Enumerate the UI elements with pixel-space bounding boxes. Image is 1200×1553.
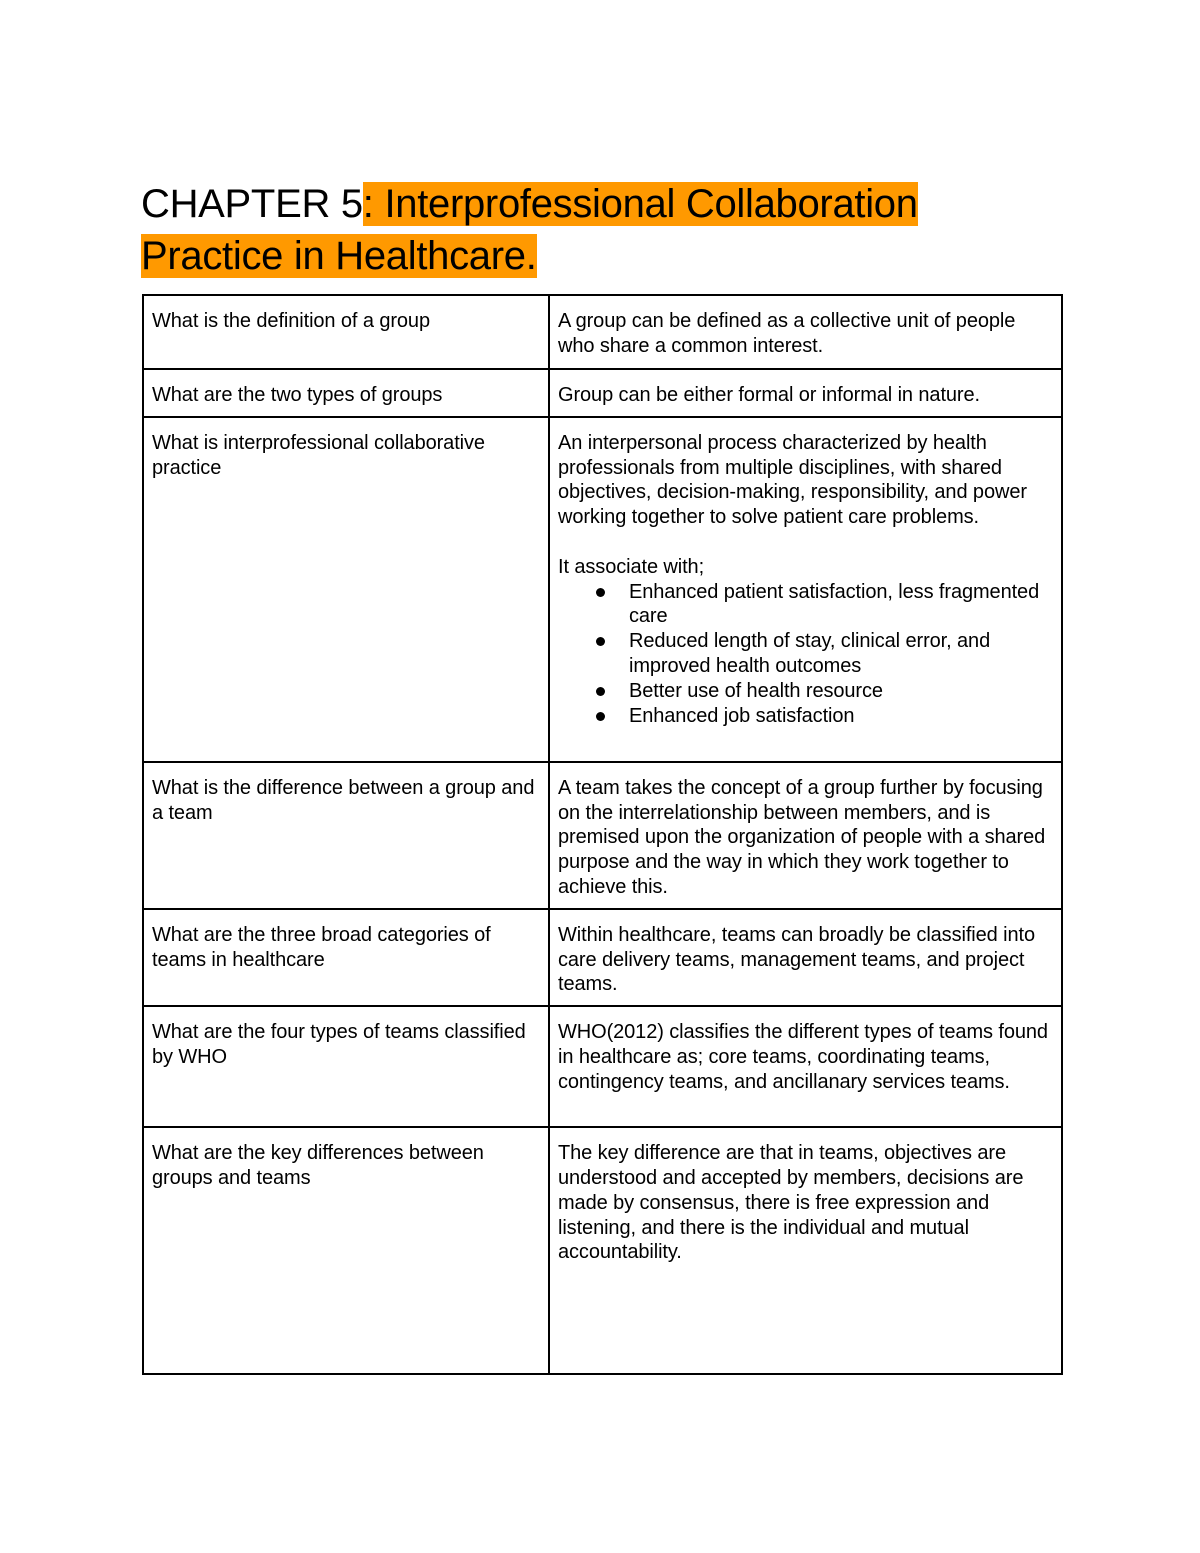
question-cell: What is the definition of a group — [143, 295, 549, 369]
table-row — [143, 417, 1062, 762]
question-cell: What are the key differences between groups and teams — [143, 1127, 549, 1374]
bullet-text: Reduced length of stay, clinical error, and improved health outcomes — [629, 630, 991, 677]
table-row — [143, 762, 1062, 909]
bullet-icon — [596, 712, 605, 721]
bullet-icon — [596, 588, 605, 597]
bullet-item — [558, 679, 1053, 704]
question-cell: What are the two types of groups — [143, 369, 549, 417]
chapter-title-highlight: Interprofessional Collaboration Practice in Healthcare. — [141, 182, 918, 278]
paragraph-gap — [558, 530, 1053, 555]
bullet-item — [558, 580, 1053, 630]
answer-cell: Within healthcare, teams can broadly be classified into care delivery teams, management teams, and project teams. — [549, 909, 1062, 1006]
table-row — [143, 909, 1062, 1006]
answer-cell: The key difference are that in teams, objectives are understood and accepted by members, decisions are made by consensus, there is free expression and listening, and there is the individual and mutual accountability. — [549, 1127, 1062, 1374]
table-row — [143, 295, 1062, 369]
bullet-list — [558, 580, 1053, 729]
table-row — [143, 369, 1062, 417]
table-row — [143, 1127, 1062, 1374]
bullet-text: Enhanced patient satisfaction, less fragmented care — [629, 580, 1040, 628]
qa-table — [142, 294, 1063, 1375]
title-colon: : — [362, 182, 374, 226]
question-cell: What is the difference between a group and a team — [143, 762, 549, 909]
bullet-icon — [596, 637, 605, 646]
answer-cell: Group can be either formal or informal in nature. — [549, 369, 1062, 417]
question-cell: What are the four types of teams classified by WHO — [143, 1006, 549, 1127]
bullet-item — [558, 629, 1053, 679]
question-cell: What is interprofessional collaborative practice — [143, 417, 549, 762]
bullet-text: Enhanced job satisfaction — [629, 704, 855, 727]
answer-intro: It associate with; — [558, 555, 705, 578]
bullet-text: Better use of health resource — [629, 679, 883, 702]
answer-cell — [549, 417, 1062, 762]
bullet-icon — [596, 687, 605, 696]
answer-cell: A group can be defined as a collective unit of people who share a common interest. — [549, 295, 1062, 369]
table-row — [143, 1006, 1062, 1127]
answer-cell: A team takes the concept of a group further by focusing on the interrelationship between members, and is premised upon the organization of people with a shared purpose and the way in which they work together to achieve this. — [549, 762, 1062, 909]
answer-cell: WHO(2012) classifies the different types of teams found in healthcare as; core teams, coordinating teams, contingency teams, and ancillanary services teams. — [549, 1006, 1062, 1127]
bullet-item — [558, 704, 1053, 729]
answer-paragraph: An interpersonal process characterized by health professionals from multiple disciplines, with shared objectives, decision-making, responsibility, and power working together to solve patient care problems. — [558, 431, 1027, 529]
chapter-label: CHAPTER 5 — [141, 182, 363, 226]
question-cell: What are the three broad categories of teams in healthcare — [143, 909, 549, 1006]
page-title — [141, 178, 1041, 282]
